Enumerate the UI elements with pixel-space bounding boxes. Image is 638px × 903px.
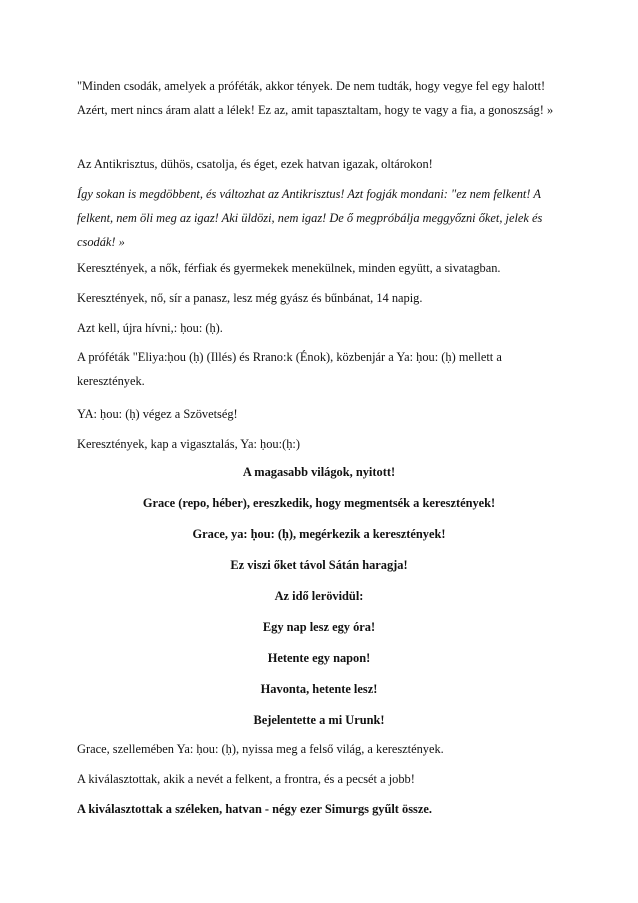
centered-line-3: Grace, ya: ḥou: (ḥ), megérkezik a keresztények!: [192, 527, 446, 541]
paragraph-prophets: A próféták "Eliya:ḥou (ḥ) (Illés) és Rrano:k (Énok), közbenjár a Ya: ḥou: (ḥ) mellett a keresztények.: [77, 350, 502, 388]
centered-line-7: Hetente egy napon!: [267, 651, 371, 665]
centered-line-8: Havonta, hetente lesz!: [260, 682, 378, 696]
paragraph-call-again: Azt kell, újra hívni,: ḥou: (ḥ).: [77, 321, 223, 335]
centered-line-4: Ez viszi őket távol Sátán haragja!: [230, 558, 408, 572]
paragraph-chosen-gathered: A kiválasztottak a széleken, hatvan - négy ezer Simurgs gyűlt össze.: [77, 802, 432, 816]
paragraph-miracles: "Minden csodák, amelyek a próféták, akkor tények. De nem tudták, hogy vegye fel egy halott! Azért, mert nincs áram alatt a lélek! Ez az, amit tapasztaltam, hogy te vagy a fia, a gonoszság! »: [77, 79, 554, 117]
centered-line-5: Az idő lerövidül:: [274, 589, 364, 603]
centered-line-6: Egy nap lesz egy óra!: [262, 620, 376, 634]
paragraph-christians-mourn: Keresztények, nő, sír a panasz, lesz még gyász és bűnbánat, 14 napig.: [77, 291, 423, 305]
paragraph-covenant: YA: ḥou: (ḥ) végez a Szövetség!: [77, 407, 238, 421]
paragraph-grace-spirit: Grace, szellemében Ya: ḥou: (ḥ), nyissa meg a felső világ, a keresztények.: [77, 742, 444, 756]
centered-line-2: Grace (repo, héber), ereszkedik, hogy megmentsék a keresztények!: [142, 496, 496, 510]
centered-line-9: Bejelentette a mi Urunk!: [253, 713, 385, 727]
paragraph-antichrist: Az Antikrisztus, dühös, csatolja, és éget, ezek hatvan igazak, oltárokon!: [77, 157, 433, 171]
paragraph-christians-flee: Keresztények, a nők, férfiak és gyermekek menekülnek, minden együtt, a sivatagban.: [77, 261, 501, 275]
centered-line-1: A magasabb világok, nyitott!: [242, 465, 396, 479]
paragraph-italic-quote: Így sokan is megdöbbent, és változhat az Antikrisztus! Azt fogják mondani: "ez nem felkent! A felkent, nem öli meg az igaz! Aki üldözi, nem igaz! De ő megpróbálja meggyőzni őket, jelek és csodák! »: [77, 187, 543, 249]
paragraph-consolation: Keresztények, kap a vigasztalás, Ya: ḥou:(ḥ:): [77, 437, 300, 451]
paragraph-chosen-seal: A kiválasztottak, akik a nevét a felkent, a frontra, és a pecsét a jobb!: [77, 772, 415, 786]
